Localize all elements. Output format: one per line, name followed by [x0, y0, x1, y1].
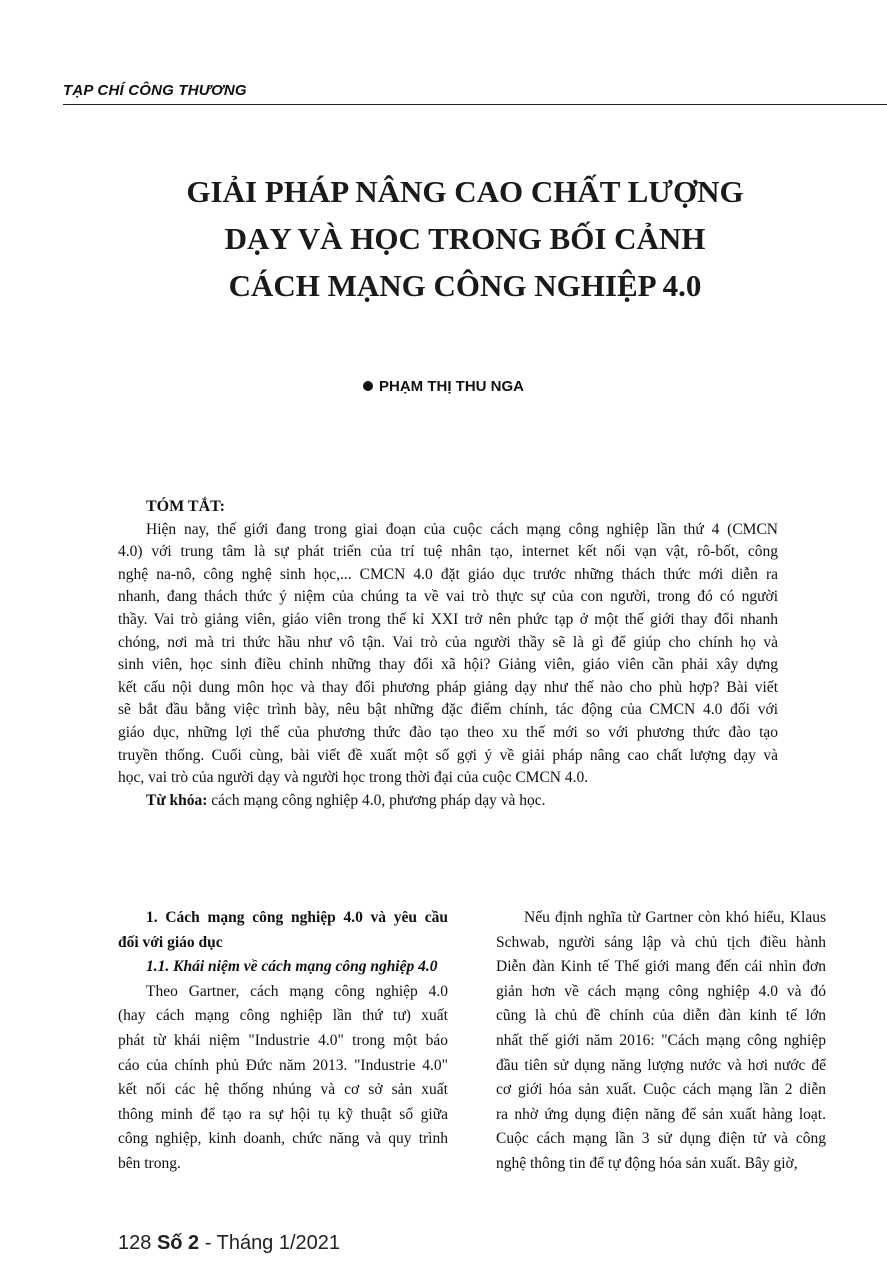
text-line: kết cấu nội dung môn học và thay đổi phương pháp giảng dạy như thế nào cho phù hợp? Bài viết — [118, 678, 778, 696]
text-line: công nghiệp, kinh doanh, chức năng và quy trình — [118, 1130, 448, 1148]
text-line: đầu tiên sử dụng năng lượng nước và hơi nước để — [496, 1056, 826, 1074]
section-heading: 1. Cách mạng công nghiệp 4.0 và yêu cầu — [146, 909, 448, 926]
text-line: (hay cách mạng công nghiệp lần thứ tư) xuất — [118, 1007, 448, 1025]
text-line: thông minh để tạo ra sự hội tụ kỹ thuật số giữa — [118, 1105, 448, 1123]
header-rule — [63, 104, 887, 105]
right-body — [496, 906, 826, 1177]
text-line: ra nhờ ứng dụng điện năng để sản xuất hàng loạt. — [496, 1105, 826, 1123]
page-number: 128 — [118, 1232, 152, 1254]
text-line: phát từ khái niệm "Industrie 4.0" trong một báo — [118, 1031, 448, 1049]
issue-date: - Tháng 1/2021 — [199, 1232, 341, 1254]
title-line: GIẢI PHÁP NÂNG CAO CHẤT LƯỢNG — [186, 174, 744, 209]
text-line: Diễn đàn Kinh tế Thế giới mang đến cái nhìn đơn — [496, 958, 826, 976]
text-line: Hiện nay, thế giới đang trong giai đoạn của cuộc cách mạng công nghiệp lần thứ 4 (CMCN — [146, 520, 778, 538]
text-line: sinh viên, học sinh điều chỉnh những thay đổi xã hội? Giảng viên, giáo viên cần phải xây dựng — [118, 656, 778, 674]
text-line: chóng, nơi mà tri thức hầu như vô tận. Vai trò của người thầy sẽ là gì để giúp cho chính họ và — [118, 633, 778, 651]
text-line: nghệ thông tin để tự động hóa sản xuất. Bây giờ, — [496, 1154, 798, 1172]
issue-number: Số 2 — [156, 1232, 200, 1254]
text-line: thầy. Vai trò giảng viên, giáo viên trong thế kỉ XXI trở nên phức tạp ở một thế giới thay đổi nhanh — [118, 610, 778, 628]
abstract-heading: TÓM TẮT: — [146, 498, 225, 515]
text-line: Theo Gartner, cách mạng công nghiệp 4.0 — [146, 982, 448, 1000]
subsection-heading: 1.1. Khái niệm về cách mạng công nghiệp 4.0 — [146, 958, 438, 976]
author-line — [0, 378, 887, 395]
left-body — [118, 980, 448, 1177]
section-heading-cont: đối với giáo dục — [118, 933, 223, 951]
text-line: cơ giới hóa sản xuất. Cuộc cách mạng lần 2 diễn — [496, 1081, 826, 1099]
text-line: cũng là chủ đề chính của diễn đàn kinh tế lớn — [496, 1007, 826, 1025]
text-line: học, vai trò của người dạy và người học trong thời đại của cuộc CMCN 4.0. — [118, 769, 589, 787]
right-column — [496, 906, 826, 1177]
text-line: truyền thống. Cuối cùng, bài viết đề xuất một số gợi ý về giải pháp nâng cao chất lượng dạy và — [118, 746, 778, 764]
keywords-label: Từ khóa: — [146, 791, 208, 809]
text-line: nhanh, đang thách thức ý niệm của chúng ta về vai trò thực sự của con người, trong đó có người — [118, 588, 778, 606]
text-line: giáo dục, những lợi thế của phương thức đào tạo theo xu thế mới so với phương thức đào tạo — [118, 723, 778, 741]
text-line: Nếu định nghĩa từ Gartner còn khó hiểu, Klaus — [524, 909, 826, 926]
text-line: giản hơn về cách mạng công nghiệp 4.0 và đó — [496, 982, 826, 1000]
abstract — [118, 496, 778, 812]
journal-name: TẠP CHÍ CÔNG THƯƠNG — [63, 82, 247, 99]
text-line: bên trong. — [118, 1154, 181, 1172]
keywords — [118, 790, 778, 813]
title-line: CÁCH MẠNG CÔNG NGHIỆP 4.0 — [228, 268, 702, 303]
text-line: cáo của chính phủ Đức năm 2013. "Industrie 4.0" — [118, 1056, 448, 1074]
article-title — [100, 168, 830, 309]
abstract-body — [118, 519, 778, 790]
text-line: sẽ bắt đầu bằng việc trình bày, nêu bật những đặc điểm chính, tác động của CMCN 4.0 đối với — [118, 701, 778, 719]
text-line: nghệ na-nô, công nghệ sinh học,... CMCN 4.0 đặt giáo dục trước những thách thức mới diễn ra — [118, 565, 778, 583]
left-column — [118, 906, 448, 1177]
title-line: DẠY VÀ HỌC TRONG BỐI CẢNH — [224, 221, 706, 256]
text-line: Cuộc cách mạng lần 3 sử dụng điện tử và công — [496, 1130, 826, 1148]
author-name: PHẠM THỊ THU NGA — [379, 378, 524, 395]
text-line: Schwab, người sáng lập và chủ tịch điều hành — [496, 933, 826, 951]
keywords-text: cách mạng công nghiệp 4.0, phương pháp dạy và học. — [207, 791, 546, 809]
bullet-icon — [363, 381, 373, 391]
text-line: 4.0) với trung tâm là sự phát triển của trí tuệ nhân tạo, internet kết nối vạn vật, rô-bốt, công — [118, 543, 778, 561]
text-line: nhất thế giới năm 2016: "Cách mạng công nghiệp — [496, 1031, 826, 1049]
text-line: kết nối các hệ thống nhúng và cơ sở sản xuất — [118, 1081, 448, 1099]
page-footer — [118, 1232, 340, 1255]
